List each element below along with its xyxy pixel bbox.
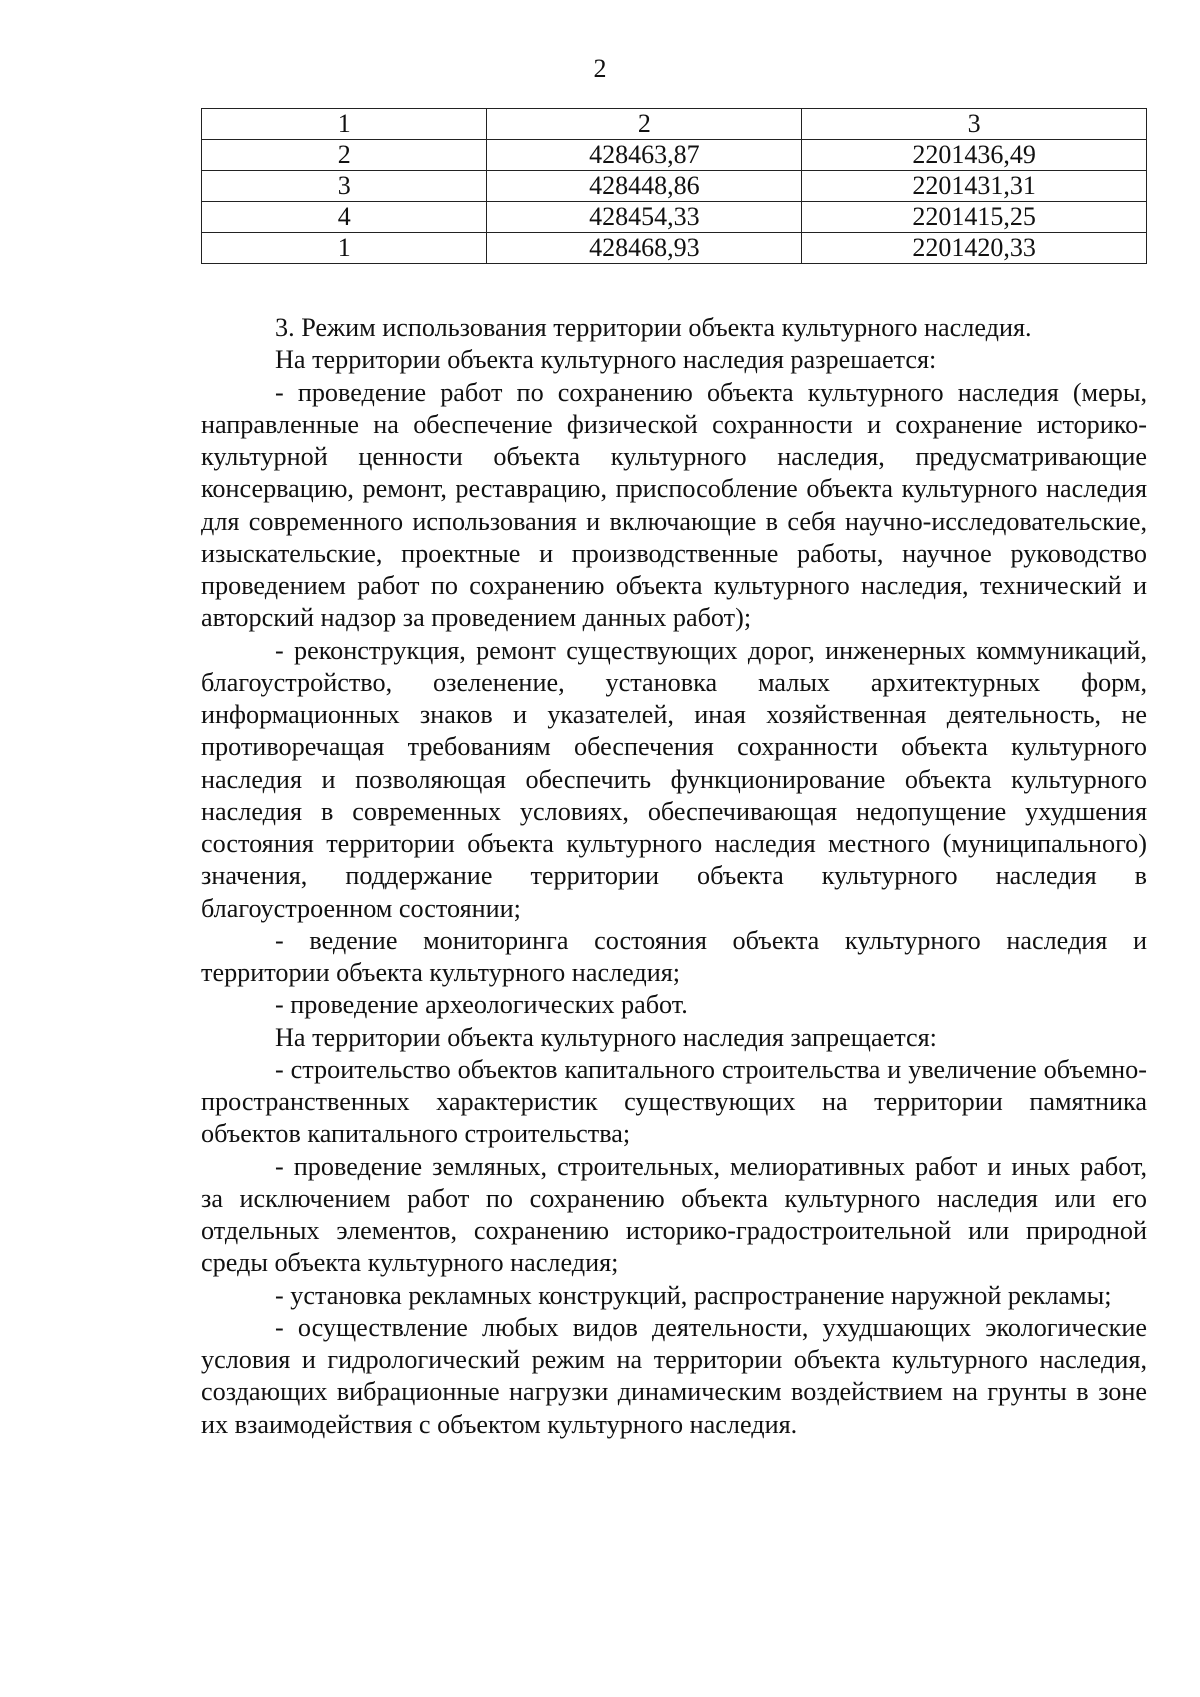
point-number-cell: 1 [202, 233, 487, 264]
table-header-cell: 2 [487, 109, 802, 140]
table-header-cell: 3 [802, 109, 1147, 140]
permitted-item: - ведение мониторинга состояния объекта культурного наследия и территории объекта культурного наследия; [201, 925, 1147, 987]
point-number-cell: 4 [202, 202, 487, 233]
x-coordinate-cell: 428463,87 [487, 140, 802, 171]
permitted-item: - проведение археологических работ. [275, 990, 688, 1020]
table-header-cell: 1 [202, 109, 487, 140]
x-coordinate-cell: 428468,93 [487, 233, 802, 264]
document-body [201, 312, 1147, 1441]
section-heading: 3. Режим использования территории объекта культурного наследия. [275, 313, 1032, 342]
coordinates-table [201, 108, 1147, 264]
table-row [202, 233, 1147, 264]
y-coordinate-cell: 2201420,33 [802, 233, 1147, 264]
permitted-item: - проведение работ по сохранению объекта культурного наследия (меры, направленные на обеспечение физической сохранности и сохранение историко-культурной ценности объекта культурного наследия, предусматривающие консервацию, ремонт, реставрацию, приспособление объекта культурного наследия для современного использования и включающие в себя научно-исследовательские, изыскательские, проектные и производственные работы, научное руководство проведением работ по сохранению объекта культурного наследия, технический и авторский надзор за проведением данных работ); [201, 377, 1147, 633]
table-header-row [202, 109, 1147, 140]
y-coordinate-cell: 2201415,25 [802, 202, 1147, 233]
permitted-item: - реконструкция, ремонт существующих дорог, инженерных коммуникаций, благоустройство, озеленение, установка малых архитектурных форм, информационных знаков и указателей, иная хозяйственная деятельность, не противоречащая требованиям обеспечения сохранности объекта культурного наследия и позволяющая обеспечить функционирование объекта культурного наследия в современных условиях, обеспечивающая недопущение ухудшения состояния территории объекта культурного наследия местного (муниципального) значения, поддержание территории объекта культурного наследия в благоустроенном состоянии; [201, 635, 1147, 923]
table-row [202, 171, 1147, 202]
prohibited-item: - строительство объектов капитального строительства и увеличение объемно-пространственных характеристик существующих на территории памятника объектов капитального строительства; [201, 1054, 1147, 1149]
x-coordinate-cell: 428448,86 [487, 171, 802, 202]
point-number-cell: 3 [202, 171, 487, 202]
permitted-intro: На территории объекта культурного наследия разрешается: [275, 345, 937, 375]
y-coordinate-cell: 2201431,31 [802, 171, 1147, 202]
page-number: 2 [593, 54, 607, 83]
prohibited-intro: На территории объекта культурного наследия запрещается: [275, 1022, 937, 1052]
y-coordinate-cell: 2201436,49 [802, 140, 1147, 171]
table-row [202, 202, 1147, 233]
prohibited-item: - проведение земляных, строительных, мелиоративных работ и иных работ, за исключением работ по сохранению объекта культурного наследия или его отдельных элементов, сохранению историко-градостроительной или природной среды объекта культурного наследия; [201, 1151, 1147, 1278]
x-coordinate-cell: 428454,33 [487, 202, 802, 233]
prohibited-item: - осуществление любых видов деятельности, ухудшающих экологические условия и гидрологический режим на территории объекта культурного наследия, создающих вибрационные нагрузки динамическим воздействием на грунты в зоне их взаимодействия с объектом культурного наследия. [201, 1312, 1147, 1439]
table-row [202, 140, 1147, 171]
prohibited-item: - установка рекламных конструкций, распространение наружной рекламы; [275, 1280, 1112, 1310]
point-number-cell: 2 [202, 140, 487, 171]
